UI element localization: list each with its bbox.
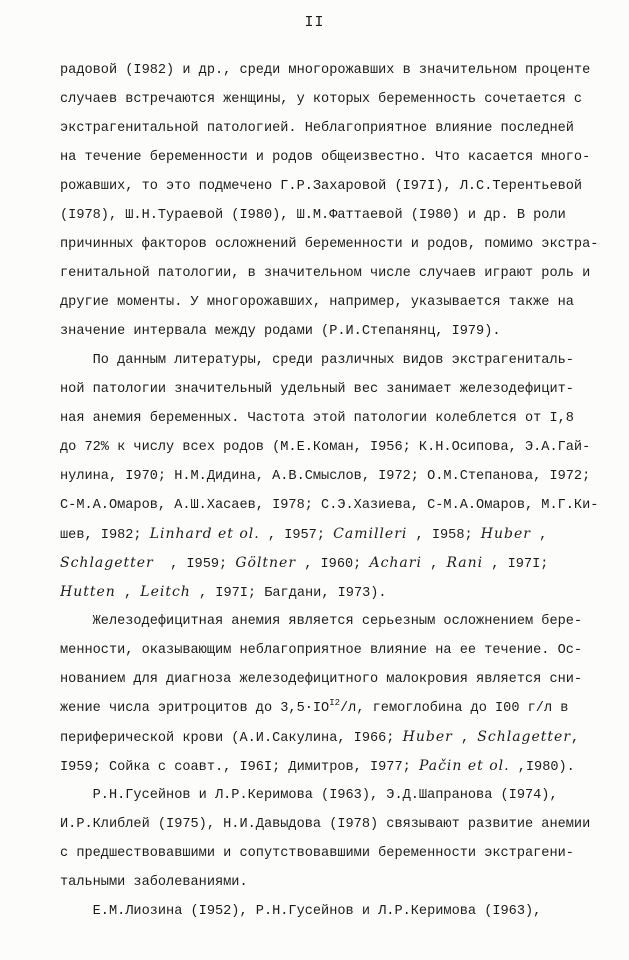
- line-text: ,: [571, 731, 580, 746]
- line-text: ная анемия беременных. Частота этой патологии колеблется от I,8: [60, 411, 574, 426]
- line-text: шев, I982;: [60, 528, 150, 543]
- text-line: [60, 723, 600, 752]
- line-text: генитальной патологии, в значительном числе случаев играют роль и: [60, 266, 591, 281]
- line-text: ,: [452, 731, 478, 746]
- text-line: [60, 781, 600, 810]
- line-text: случаев встречаются женщины, у которых беременность сочетается с: [60, 92, 583, 107]
- line-text: на течение беременности и родов общеизвестно. Что касается много-: [60, 150, 591, 165]
- text-line: [60, 346, 600, 375]
- line-text: ,I980).: [509, 760, 575, 775]
- text-line: [60, 85, 600, 114]
- line-text: , I960;: [296, 557, 370, 572]
- text-line: [60, 433, 600, 462]
- line-text: с предшествовавшими и сопутствовавшими беременности экстрагени-: [60, 846, 574, 861]
- line-text: другие моменты. У многорожавших, например, указывается также на: [60, 295, 574, 310]
- text-line: [60, 578, 600, 607]
- text-line: [60, 810, 600, 839]
- line-text: тальными заболеваниями.: [60, 875, 248, 890]
- text-line: [60, 462, 600, 491]
- line-text: По данным литературы, среди различных видов экстрагениталь-: [60, 353, 574, 368]
- line-text: Е.М.Лиозина (I952), Р.Н.Гусейнов и Л.Р.Керимова (I963),: [60, 904, 542, 919]
- handwritten-citation: Hutten: [60, 584, 116, 600]
- line-text: нулина, I970; Н.М.Дидина, А.В.Смыслов, I972; О.М.Степанова, I972;: [60, 469, 591, 484]
- line-text: ной патологии значительный удельный вес занимает железодефицит-: [60, 382, 574, 397]
- text-line: [60, 56, 600, 85]
- text-line: [60, 839, 600, 868]
- handwritten-citation: Leitch: [140, 584, 191, 600]
- text-line: [60, 636, 600, 665]
- line-text: , I959;: [153, 557, 236, 572]
- text-line: [60, 114, 600, 143]
- text-line: [60, 230, 600, 259]
- page-number: II: [304, 14, 325, 31]
- handwritten-citation: Göltner: [235, 555, 297, 571]
- line-text: (I978), Ш.Н.Тураевой (I980), Ш.М.Фаттаевой (I980) и др. В роли: [60, 208, 566, 223]
- handwritten-citation: Schlagetter: [60, 555, 154, 571]
- text-line: [60, 549, 600, 578]
- text-line: [60, 491, 600, 520]
- handwritten-citation: Linhard et ol.: [149, 526, 260, 542]
- line-text: до 72% к числу всех родов (М.Е.Коман, I956; К.Н.Осипова, Э.А.Гай-: [60, 440, 591, 455]
- line-text: жение числа эритроцитов до 3,5·IO: [60, 701, 330, 716]
- handwritten-citation: Huber: [402, 729, 453, 745]
- line-text: значение интервала между родами (Р.И.Степанянц, I979).: [60, 324, 501, 339]
- handwritten-citation: Camilleri: [333, 526, 408, 542]
- text-line: [60, 868, 600, 897]
- line-text: нованием для диагноза железодефицитного малокровия является сни-: [60, 672, 583, 687]
- line-text: , I957;: [259, 528, 334, 543]
- line-text: И.Р.Клиблей (I975), Н.И.Давыдова (I978) связывают развитие анемии: [60, 817, 591, 832]
- text-line: [60, 288, 600, 317]
- text-line: [60, 172, 600, 201]
- text-line: [60, 143, 600, 172]
- superscript-exponent: I2: [329, 698, 341, 708]
- line-text: радовой (I982) и др., среди многорожавших в значительном проценте: [60, 63, 591, 78]
- line-text: ,: [530, 528, 548, 543]
- line-text: периферической крови (А.И.Сакулина, I966;: [60, 731, 403, 746]
- text-line: [60, 404, 600, 433]
- handwritten-citation: Rani: [446, 555, 484, 571]
- text-line: [60, 317, 600, 346]
- line-text: I959; Сойка с соавт., I96I; Димитров, I977;: [60, 760, 419, 775]
- handwritten-citation: Pačin et ol.: [418, 758, 510, 774]
- line-text: С-М.А.Омаров, А.Ш.Хасаев, I978; С.Э.Хазиева, С-М.А.Омаров, М.Г.Ки-: [60, 498, 599, 513]
- text-line: [60, 752, 600, 781]
- text-line: [60, 665, 600, 694]
- text-line: [60, 375, 600, 404]
- line-text: ,: [115, 586, 141, 601]
- line-text: /л, гемоглобина до I00 г/л в: [340, 701, 569, 716]
- line-text: Железодефицитная анемия является серьезным осложнением бере-: [60, 614, 583, 629]
- line-text: , I958;: [407, 528, 481, 543]
- body-text: [60, 56, 600, 926]
- line-text: ,: [421, 557, 447, 572]
- handwritten-citation: Schlagetter: [477, 729, 572, 745]
- line-text: , I97I;: [483, 557, 549, 572]
- line-text: экстрагенитальной патологией. Неблагоприятное влияние последней: [60, 121, 574, 136]
- line-text: , I97I; Багдани, I973).: [190, 586, 387, 601]
- text-line: [60, 694, 600, 723]
- text-line: [60, 607, 600, 636]
- handwritten-citation: Achari: [369, 555, 422, 571]
- text-line: [60, 259, 600, 288]
- line-text: менности, оказывающим неблагоприятное влияние на ее течение. Ос-: [60, 643, 583, 658]
- text-line: [60, 520, 600, 549]
- text-line: [60, 897, 600, 926]
- handwritten-citation: Huber: [480, 526, 531, 542]
- line-text: причинных факторов осложнений беременности и родов, помимо экстра-: [60, 237, 599, 252]
- line-text: рожавших, то это подмечено Г.Р.Захаровой (I97I), Л.С.Терентьевой: [60, 179, 583, 194]
- text-line: [60, 201, 600, 230]
- line-text: Р.Н.Гусейнов и Л.Р.Керимова (I963), Э.Д.Шапранова (I974),: [60, 788, 558, 803]
